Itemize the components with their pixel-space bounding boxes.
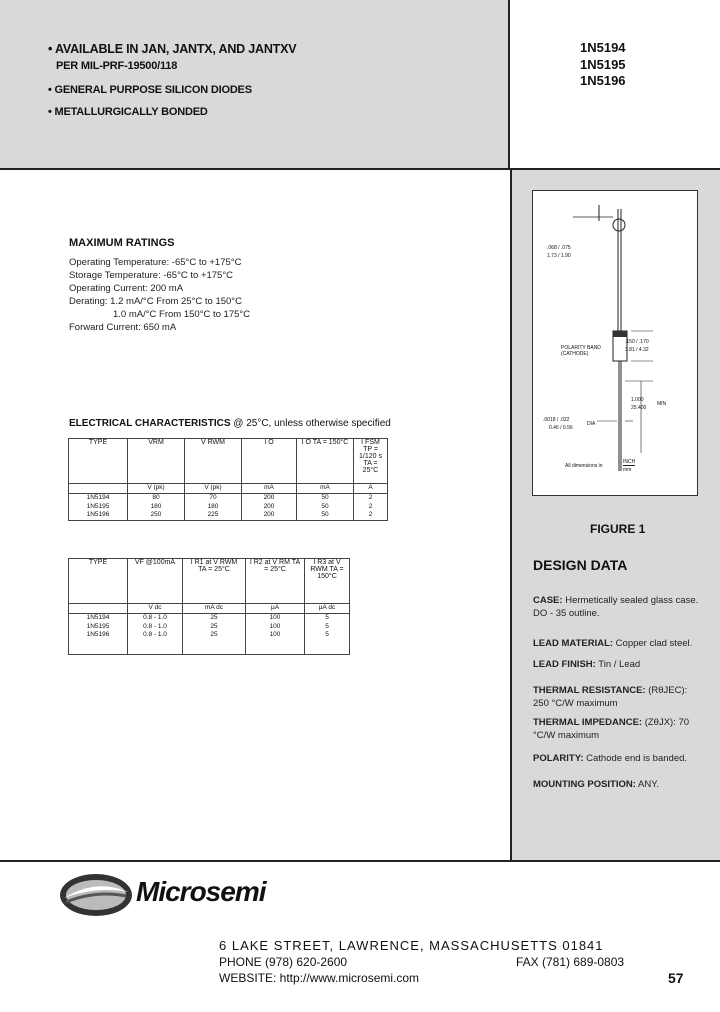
rating-line: Derating: 1.2 mA/°C From 25°C to 150°C bbox=[69, 296, 242, 307]
rating-line: Storage Temperature: -65°C to +175°C bbox=[69, 270, 234, 281]
table-cell: 100 100 100 bbox=[246, 614, 305, 655]
th-ifsm: I FSM TP = 1/120 s TA = 25°C bbox=[354, 439, 388, 484]
unit-cell: A bbox=[354, 484, 388, 494]
unit-cell: mA bbox=[242, 484, 297, 494]
rating-line: Operating Current: 200 mA bbox=[69, 283, 184, 294]
part-number: 1N5195 bbox=[580, 56, 626, 72]
elec-table-1 bbox=[68, 438, 388, 521]
dim-lead-dia: .068 / .075 bbox=[547, 245, 571, 251]
unit-cell: µA bbox=[246, 604, 305, 614]
th-ir2: I R2 at V RM TA = 25°C bbox=[246, 559, 305, 604]
unit-cell: mA bbox=[297, 484, 354, 494]
table-cell: 80 180 250 bbox=[128, 494, 185, 521]
dim-wire-dia: .0018 / .022 bbox=[543, 417, 570, 423]
table-cell: 1N5194 1N5195 1N5196 bbox=[69, 494, 128, 521]
th-vrm: VRM bbox=[128, 439, 185, 484]
part-number: 1N5196 bbox=[580, 73, 626, 88]
unit-cell: V (pk) bbox=[185, 484, 242, 494]
unit-cell: µA dc bbox=[305, 604, 350, 614]
th-type: TYPE bbox=[69, 559, 128, 604]
diode-outline-drawing bbox=[533, 191, 697, 495]
unit-cell bbox=[69, 484, 128, 494]
th-vf: VF @100mA bbox=[128, 559, 183, 604]
elec-title-bold: ELECTRICAL CHARACTERISTICS bbox=[69, 418, 231, 429]
rating-line: Forward Current: 650 mA bbox=[69, 322, 177, 333]
dim-body-len-mm: 3.81 / 4.32 bbox=[625, 347, 649, 353]
microsemi-logo bbox=[58, 872, 134, 923]
th-vrwm: V RWM bbox=[185, 439, 242, 484]
part-number: 1N5194 bbox=[580, 40, 626, 55]
design-item-mounting: MOUNTING POSITION: ANY. bbox=[533, 779, 659, 790]
address: 6 LAKE STREET, LAWRENCE, MASSACHUSETTS 01841 bbox=[219, 938, 604, 953]
min-label: MIN bbox=[657, 401, 667, 407]
table-cell: 200 200 200 bbox=[242, 494, 297, 521]
table-cell: 5 5 5 bbox=[305, 614, 350, 655]
elec-table-2 bbox=[68, 558, 350, 655]
table-cell: 50 50 50 bbox=[297, 494, 354, 521]
th-io-150: I O TA = 150°C bbox=[297, 439, 354, 484]
rating-line: 1.0 mA/°C From 150°C to 175°C bbox=[113, 309, 251, 320]
table-cell: 2 2 2 bbox=[354, 494, 388, 521]
feature-bullet-1b: PER MIL-PRF-19500/118 bbox=[56, 60, 178, 72]
dim-note: All dimensions in bbox=[565, 463, 603, 469]
unit-cell bbox=[69, 604, 128, 614]
th-type: TYPE bbox=[69, 439, 128, 484]
phone: PHONE (978) 620-2600 bbox=[219, 955, 348, 969]
unit-cell: mA dc bbox=[183, 604, 246, 614]
table-cell: 1N5194 1N5195 1N5196 bbox=[69, 614, 128, 655]
design-item-case: CASE: Hermetically sealed glass case. DO - 35 outline. bbox=[533, 595, 699, 619]
dia-label: DIA bbox=[587, 421, 596, 427]
table-cell: 25 25 25 bbox=[183, 614, 246, 655]
table-cell: 0.8 - 1.0 0.8 - 1.0 0.8 - 1.0 bbox=[128, 614, 183, 655]
feature-bullet-3: • METALLURGICALLY BONDED bbox=[48, 106, 208, 118]
elec-title bbox=[69, 418, 391, 429]
design-item-thermal-impedance: THERMAL IMPEDANCE: (ZθJX): 70 °C/W maximum bbox=[533, 717, 690, 741]
feature-bullet-1: • AVAILABLE IN JAN, JANTX, AND JANTXV bbox=[48, 42, 297, 56]
dim-body-len: .150 / .170 bbox=[625, 339, 649, 345]
dim-wire-dia-mm: 0.46 / 0.56 bbox=[549, 425, 573, 431]
dim-lead-len: 1.000 bbox=[631, 397, 644, 403]
design-data-title: DESIGN DATA bbox=[533, 557, 628, 573]
design-item-thermal-resistance: THERMAL RESISTANCE: (RθJEC): 250 °C/W maximum bbox=[533, 685, 688, 709]
unit-cell: V (pk) bbox=[128, 484, 185, 494]
logo-wordmark: Microsemi bbox=[136, 876, 266, 907]
dim-inch: INCH bbox=[623, 459, 636, 465]
polarity-label: POLARITY BAND (CATHODE) bbox=[561, 345, 601, 357]
th-ir1: I R1 at V RWM TA = 25°C bbox=[183, 559, 246, 604]
table-cell: 70 180 225 bbox=[185, 494, 242, 521]
part-numbers bbox=[580, 40, 626, 90]
fax: FAX (781) 689-0803 bbox=[516, 955, 625, 969]
rating-line: Operating Temperature: -65°C to +175°C bbox=[69, 257, 242, 268]
footer-divider bbox=[0, 860, 720, 862]
elec-title-rest: @ 25°C, unless otherwise specified bbox=[230, 418, 391, 429]
th-io: I O bbox=[242, 439, 297, 484]
max-ratings-title: MAXIMUM RATINGS bbox=[69, 237, 175, 249]
dim-mm: mm bbox=[623, 467, 632, 473]
figure-box bbox=[532, 190, 698, 496]
design-item-lead-material: LEAD MATERIAL: Copper clad steel. bbox=[533, 638, 693, 649]
th-ir3: I R3 at V RWM TA = 150°C bbox=[305, 559, 350, 604]
dim-lead-len-mm: 25.400 bbox=[631, 405, 647, 411]
microsemi-logo-icon bbox=[58, 872, 134, 918]
design-item-polarity: POLARITY: Cathode end is banded. bbox=[533, 753, 688, 764]
feature-bullet-2: • GENERAL PURPOSE SILICON DIODES bbox=[48, 84, 252, 96]
design-item-lead-finish: LEAD FINISH: Tin / Lead bbox=[533, 659, 641, 670]
unit-cell: V dc bbox=[128, 604, 183, 614]
dim-lead-dia-mm: 1.73 / 1.90 bbox=[547, 253, 571, 259]
page-number: 57 bbox=[668, 970, 684, 986]
website-link[interactable]: WEBSITE: http://www.microsemi.com bbox=[219, 971, 420, 985]
max-ratings-list bbox=[69, 256, 250, 334]
figure-caption: FIGURE 1 bbox=[590, 522, 646, 536]
